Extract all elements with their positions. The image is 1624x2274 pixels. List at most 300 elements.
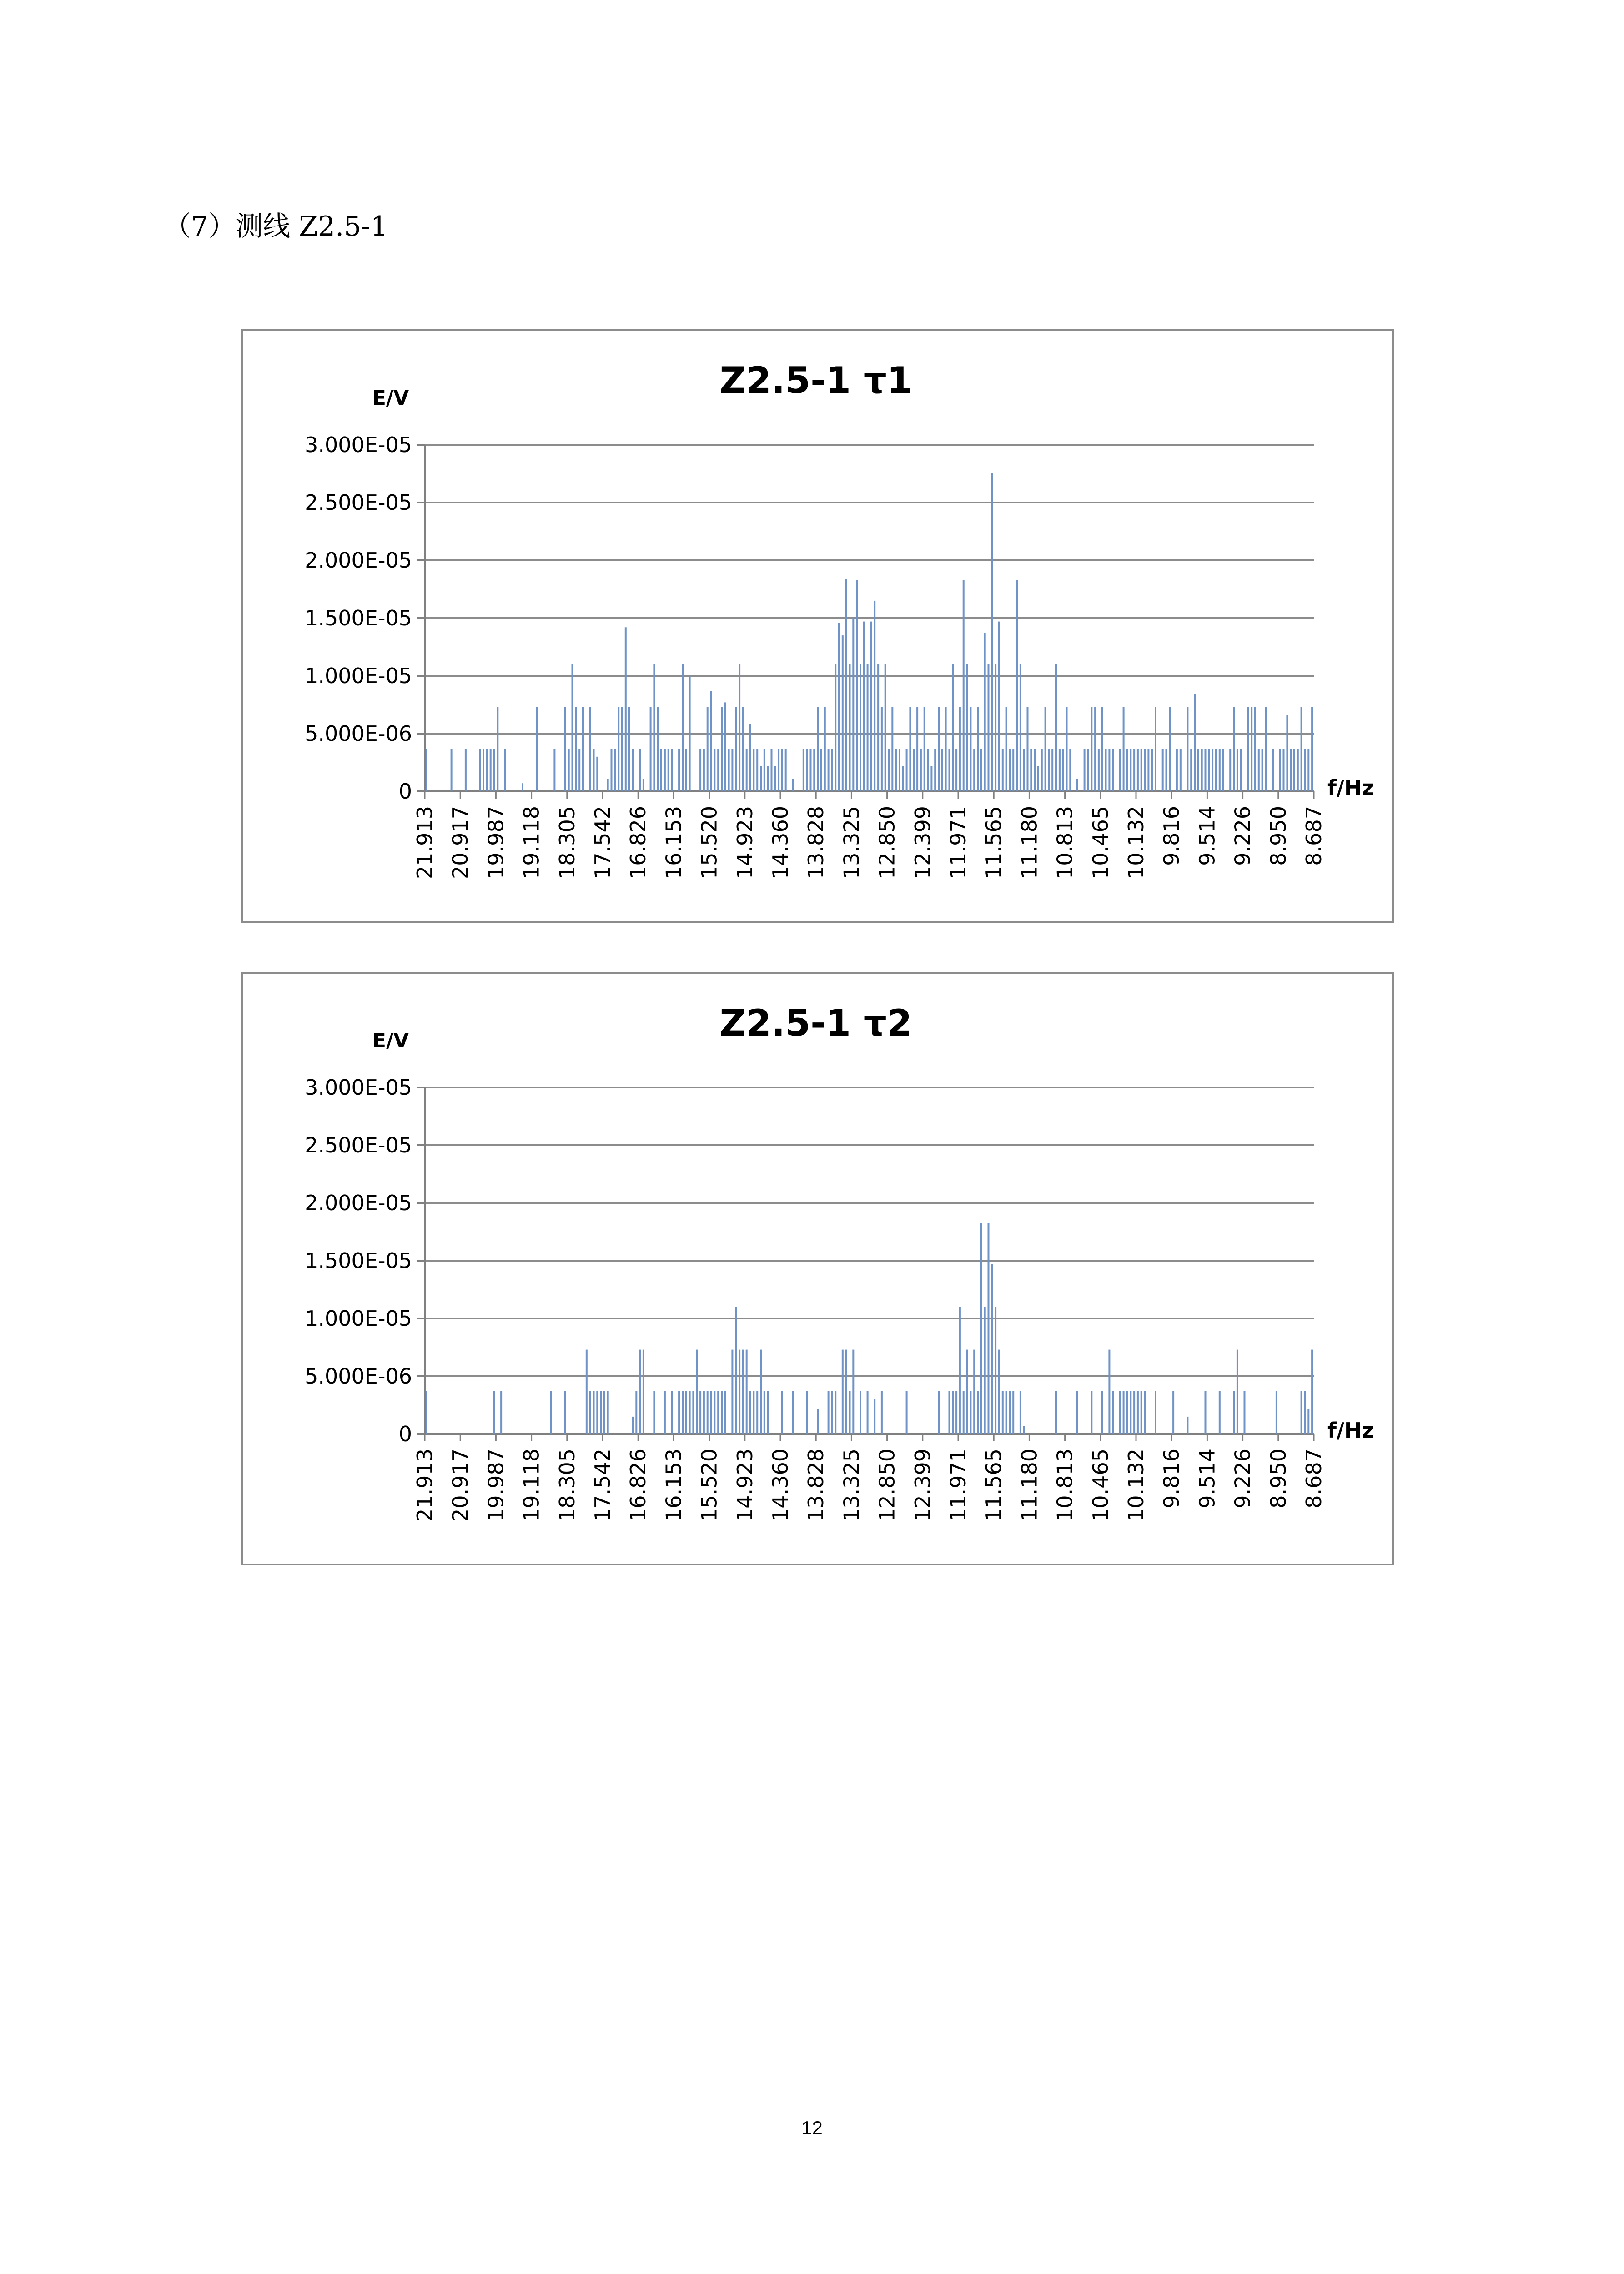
bar: [988, 1223, 990, 1434]
bar: [1084, 749, 1086, 791]
bar: [1254, 707, 1256, 791]
bar: [685, 749, 687, 791]
bar: [778, 749, 779, 791]
bar: [1155, 707, 1156, 791]
bar: [781, 749, 783, 791]
bar: [479, 749, 481, 791]
bar: [1091, 707, 1092, 791]
bar: [490, 749, 492, 791]
bar: [774, 766, 776, 791]
bar: [689, 676, 691, 791]
bar: [1237, 749, 1238, 791]
bar: [1016, 580, 1018, 791]
x-tick-label: 16.153: [661, 1449, 686, 1522]
bar: [1123, 707, 1125, 791]
bar: [988, 664, 990, 791]
bar: [970, 707, 971, 791]
bar: [1141, 1391, 1142, 1434]
bar: [1311, 1350, 1313, 1434]
bar: [1283, 749, 1285, 791]
bar: [860, 1391, 861, 1434]
x-tick-label: 11.180: [1017, 806, 1042, 879]
bar: [717, 749, 719, 791]
bar: [593, 749, 595, 791]
bar: [835, 664, 836, 791]
bar: [1212, 749, 1213, 791]
bar: [621, 707, 623, 791]
x-tick-label: 13.828: [804, 806, 829, 879]
bar: [1055, 664, 1057, 791]
bar: [657, 707, 659, 791]
bar: [874, 601, 875, 791]
bar: [1237, 1350, 1238, 1434]
bar: [1233, 707, 1235, 791]
bar: [860, 664, 861, 791]
bar: [1006, 707, 1007, 791]
bar: [586, 1350, 588, 1434]
bar: [930, 766, 932, 791]
bar: [952, 1391, 954, 1434]
bar: [568, 749, 570, 791]
bar: [913, 749, 915, 791]
bar: [710, 1391, 712, 1434]
x-tick-label: 11.180: [1017, 1449, 1042, 1522]
bar: [717, 1391, 719, 1434]
bar: [678, 1391, 680, 1434]
bar: [625, 627, 627, 791]
bar: [756, 749, 758, 791]
bar: [1172, 1391, 1174, 1434]
bar: [938, 707, 940, 791]
bar: [849, 664, 851, 791]
bar: [696, 1350, 698, 1434]
bar: [1144, 749, 1146, 791]
bar: [845, 1350, 847, 1434]
bar: [991, 1264, 993, 1434]
bar: [842, 635, 844, 791]
y-tick-label: 1.500E-05: [305, 1248, 412, 1273]
bar: [924, 707, 925, 791]
x-tick-label: 15.520: [697, 806, 722, 879]
x-tick-label: 10.813: [1052, 1449, 1077, 1522]
bar: [678, 749, 680, 791]
bar: [483, 749, 484, 791]
x-tick-label: 18.305: [554, 806, 579, 879]
bar: [1108, 749, 1110, 791]
bar: [1240, 749, 1242, 791]
bar: [977, 1391, 979, 1434]
x-tick-label: 13.828: [804, 1449, 829, 1522]
bar: [1286, 715, 1288, 791]
bar: [856, 580, 858, 791]
bar: [1091, 1391, 1092, 1434]
bar: [707, 1391, 709, 1434]
bar: [1023, 749, 1025, 791]
bar: [724, 702, 726, 791]
bar: [611, 749, 613, 791]
bar: [1258, 749, 1260, 791]
x-tick-label: 9.226: [1230, 806, 1255, 866]
bar: [1045, 707, 1046, 791]
x-tick-label: 20.917: [448, 1449, 473, 1522]
bar: [984, 1307, 986, 1434]
bar: [1119, 1391, 1121, 1434]
x-tick-label: 14.360: [768, 806, 793, 879]
bar: [938, 1391, 940, 1434]
bar: [1051, 749, 1053, 791]
x-tick-label: 15.520: [697, 1449, 722, 1522]
bar: [728, 749, 730, 791]
bar: [998, 1350, 1000, 1434]
bar: [920, 749, 922, 791]
x-tick-label: 8.687: [1302, 806, 1326, 866]
bar: [1301, 707, 1302, 791]
bar: [831, 749, 833, 791]
bar: [828, 749, 830, 791]
bar: [1304, 749, 1306, 791]
bar: [1222, 749, 1224, 791]
bar: [553, 749, 555, 791]
bar: [497, 707, 498, 791]
bar: [735, 707, 737, 791]
bar: [1041, 749, 1043, 791]
bar: [493, 749, 495, 791]
bar: [764, 1391, 765, 1434]
y-tick-label: 1.000E-05: [305, 664, 412, 688]
bar: [949, 749, 950, 791]
chart-tau1: [241, 329, 1394, 923]
bar: [1279, 749, 1281, 791]
bar: [504, 749, 506, 791]
bar: [1069, 749, 1071, 791]
bar: [682, 1391, 684, 1434]
bar: [849, 1391, 851, 1434]
bar: [941, 749, 943, 791]
x-tick-label: 10.465: [1088, 1449, 1113, 1522]
y-axis-label: E/V: [372, 1029, 409, 1052]
bar: [952, 664, 954, 791]
bar: [1023, 1426, 1025, 1434]
bar: [771, 749, 773, 791]
bar: [806, 1391, 808, 1434]
x-tick-label: 21.913: [412, 1449, 437, 1522]
x-tick-label: 19.118: [519, 806, 544, 879]
bar: [1126, 749, 1128, 791]
x-tick-label: 19.118: [519, 1449, 544, 1522]
bar: [955, 1391, 957, 1434]
bar: [817, 1409, 819, 1434]
x-tick-label: 14.923: [732, 1449, 757, 1522]
bar: [885, 664, 886, 791]
bar: [764, 749, 765, 791]
bar: [1265, 707, 1267, 791]
bar: [842, 1350, 844, 1434]
bar: [852, 1350, 854, 1434]
bar: [973, 1350, 975, 1434]
bar: [1162, 749, 1164, 791]
y-tick-label: 0: [398, 1422, 412, 1446]
x-tick-label: 9.514: [1195, 806, 1220, 866]
x-tick-label: 11.971: [946, 1449, 970, 1522]
bar: [1262, 749, 1263, 791]
bar: [742, 707, 744, 791]
x-tick-label: 17.542: [590, 1449, 615, 1522]
bar: [493, 1391, 495, 1434]
bar: [803, 749, 804, 791]
y-tick-label: 3.000E-05: [305, 1075, 412, 1100]
x-tick-label: 13.325: [839, 806, 864, 879]
bar: [1304, 1391, 1306, 1434]
bar: [1130, 1391, 1131, 1434]
bar: [963, 580, 965, 791]
bar: [945, 707, 947, 791]
bar: [1002, 1391, 1004, 1434]
bar: [589, 1391, 591, 1434]
bar: [1137, 1391, 1139, 1434]
x-tick-label: 12.399: [910, 806, 935, 879]
bar: [1048, 749, 1050, 791]
bar: [721, 1391, 723, 1434]
bar: [600, 1391, 602, 1434]
bar: [664, 1391, 666, 1434]
bar: [749, 724, 751, 791]
bar: [1123, 1391, 1125, 1434]
bar: [660, 749, 662, 791]
bar: [426, 749, 427, 791]
bar: [792, 1391, 794, 1434]
bar: [632, 749, 634, 791]
bar: [1020, 664, 1021, 791]
bar: [689, 1391, 691, 1434]
bar: [977, 707, 979, 791]
x-tick-label: 13.325: [839, 1449, 864, 1522]
bar: [639, 1350, 641, 1434]
bar: [596, 1391, 598, 1434]
bar: [881, 1391, 883, 1434]
bar: [1009, 1391, 1011, 1434]
bar: [867, 1391, 869, 1434]
bar: [596, 757, 598, 791]
bar: [845, 579, 847, 791]
x-tick-label: 12.399: [910, 1449, 935, 1522]
bar: [643, 779, 644, 791]
bar: [749, 1391, 751, 1434]
bar: [1229, 749, 1231, 791]
y-tick-label: 5.000E-06: [305, 1364, 412, 1389]
bar: [1244, 1391, 1246, 1434]
bar: [575, 707, 577, 791]
y-axis-label: E/V: [372, 387, 409, 410]
y-tick-label: 2.500E-05: [305, 1133, 412, 1157]
bar: [792, 779, 794, 791]
bar: [1126, 1391, 1128, 1434]
bar: [877, 664, 879, 791]
bar: [980, 1223, 982, 1434]
bar: [618, 707, 619, 791]
bar: [731, 1350, 733, 1434]
bar: [607, 779, 609, 791]
bar: [1166, 749, 1167, 791]
bar: [1190, 749, 1192, 791]
bar: [682, 664, 684, 791]
y-tick-label: 0: [398, 779, 412, 804]
bar: [1020, 1391, 1021, 1434]
bar: [653, 1391, 655, 1434]
bar: [632, 1417, 634, 1434]
bar: [963, 1391, 965, 1434]
bar: [635, 1391, 637, 1434]
x-tick-label: 11.971: [946, 806, 970, 879]
bar: [1169, 707, 1171, 791]
bar: [739, 664, 740, 791]
bar: [1027, 707, 1029, 791]
bar: [1290, 749, 1292, 791]
bar: [1215, 749, 1217, 791]
bar: [1194, 694, 1196, 791]
bar: [1201, 749, 1203, 791]
bar: [1076, 1391, 1078, 1434]
bar: [916, 707, 918, 791]
bar: [881, 707, 883, 791]
bar: [1119, 749, 1121, 791]
bar: [891, 707, 893, 791]
bar: [820, 749, 822, 791]
x-tick-label: 14.360: [768, 1449, 793, 1522]
x-tick-label: 10.813: [1052, 806, 1077, 879]
bar: [970, 1391, 971, 1434]
x-tick-label: 14.923: [732, 806, 757, 879]
bar: [753, 749, 754, 791]
bar: [760, 1350, 762, 1434]
bar: [724, 1391, 726, 1434]
chart-title: Z2.5-1 τ1: [719, 359, 912, 402]
bar: [1301, 1391, 1302, 1434]
y-tick-label: 1.500E-05: [305, 606, 412, 630]
bar: [1098, 749, 1100, 791]
chart-tau1-svg: [243, 331, 1396, 925]
bar: [1233, 1391, 1235, 1434]
x-tick-label: 18.305: [554, 1449, 579, 1522]
bar: [1112, 749, 1114, 791]
bar: [1105, 749, 1107, 791]
bar: [739, 1350, 740, 1434]
bar: [1141, 749, 1142, 791]
x-tick-label: 9.226: [1230, 1449, 1255, 1509]
bar: [703, 1391, 705, 1434]
bar: [746, 749, 748, 791]
x-tick-label: 19.987: [483, 1449, 508, 1522]
bar: [653, 664, 655, 791]
bar: [1311, 707, 1313, 791]
bar: [874, 1399, 875, 1434]
bar: [785, 749, 787, 791]
bar: [1006, 1391, 1007, 1434]
y-tick-label: 3.000E-05: [305, 433, 412, 457]
bar: [995, 1307, 996, 1434]
bar: [760, 766, 762, 791]
bar: [1034, 749, 1036, 791]
bar: [966, 1350, 968, 1434]
bar: [1176, 749, 1178, 791]
bar: [671, 749, 673, 791]
bar: [607, 1391, 609, 1434]
bar: [1219, 1391, 1221, 1434]
bar: [735, 1307, 737, 1434]
y-tick-label: 2.000E-05: [305, 548, 412, 573]
section-heading: （7）测线 Z2.5-1: [164, 211, 388, 242]
bar: [1155, 1391, 1156, 1434]
bar: [902, 766, 904, 791]
bar: [1076, 779, 1078, 791]
bar: [1130, 749, 1131, 791]
x-tick-label: 11.565: [981, 1449, 1006, 1522]
bar: [1197, 749, 1199, 791]
bar: [707, 707, 709, 791]
bar: [1094, 707, 1096, 791]
bar: [955, 749, 957, 791]
bar: [899, 749, 900, 791]
bar: [486, 749, 488, 791]
bar: [500, 1391, 502, 1434]
bar: [835, 1391, 836, 1434]
bar: [451, 749, 453, 791]
chart-tau2: [241, 972, 1394, 1565]
bar: [1087, 749, 1089, 791]
bar: [593, 1391, 595, 1434]
bar: [906, 1391, 908, 1434]
bar: [536, 707, 538, 791]
bar: [1133, 1391, 1135, 1434]
bar: [564, 707, 566, 791]
x-tick-label: 12.850: [875, 806, 900, 879]
bar: [643, 1350, 644, 1434]
bar: [582, 707, 584, 791]
bar: [995, 664, 996, 791]
x-tick-label: 9.816: [1159, 1449, 1184, 1509]
bar: [564, 1391, 566, 1434]
bar: [1137, 749, 1139, 791]
bar: [572, 664, 573, 791]
bar: [603, 1391, 605, 1434]
bar: [1307, 749, 1309, 791]
bar: [984, 633, 986, 791]
bar: [756, 1391, 758, 1434]
bar: [589, 707, 591, 791]
bar: [1144, 1391, 1146, 1434]
bar: [767, 1391, 769, 1434]
bar: [692, 1391, 694, 1434]
x-tick-label: 12.850: [875, 1449, 900, 1522]
bar: [699, 749, 701, 791]
bar: [731, 749, 733, 791]
bar: [838, 623, 840, 791]
bar: [909, 707, 911, 791]
bar: [1251, 707, 1252, 791]
bar: [1208, 749, 1210, 791]
x-tick-label: 8.950: [1266, 1449, 1291, 1509]
bar: [1307, 1409, 1309, 1434]
bar: [703, 749, 705, 791]
y-tick-label: 2.500E-05: [305, 490, 412, 515]
bar: [714, 749, 715, 791]
bar: [1293, 749, 1295, 791]
bar: [1009, 749, 1011, 791]
bar: [1012, 749, 1014, 791]
bar: [1030, 749, 1032, 791]
bar: [813, 749, 815, 791]
x-tick-label: 16.826: [626, 806, 651, 879]
bar: [998, 622, 1000, 791]
